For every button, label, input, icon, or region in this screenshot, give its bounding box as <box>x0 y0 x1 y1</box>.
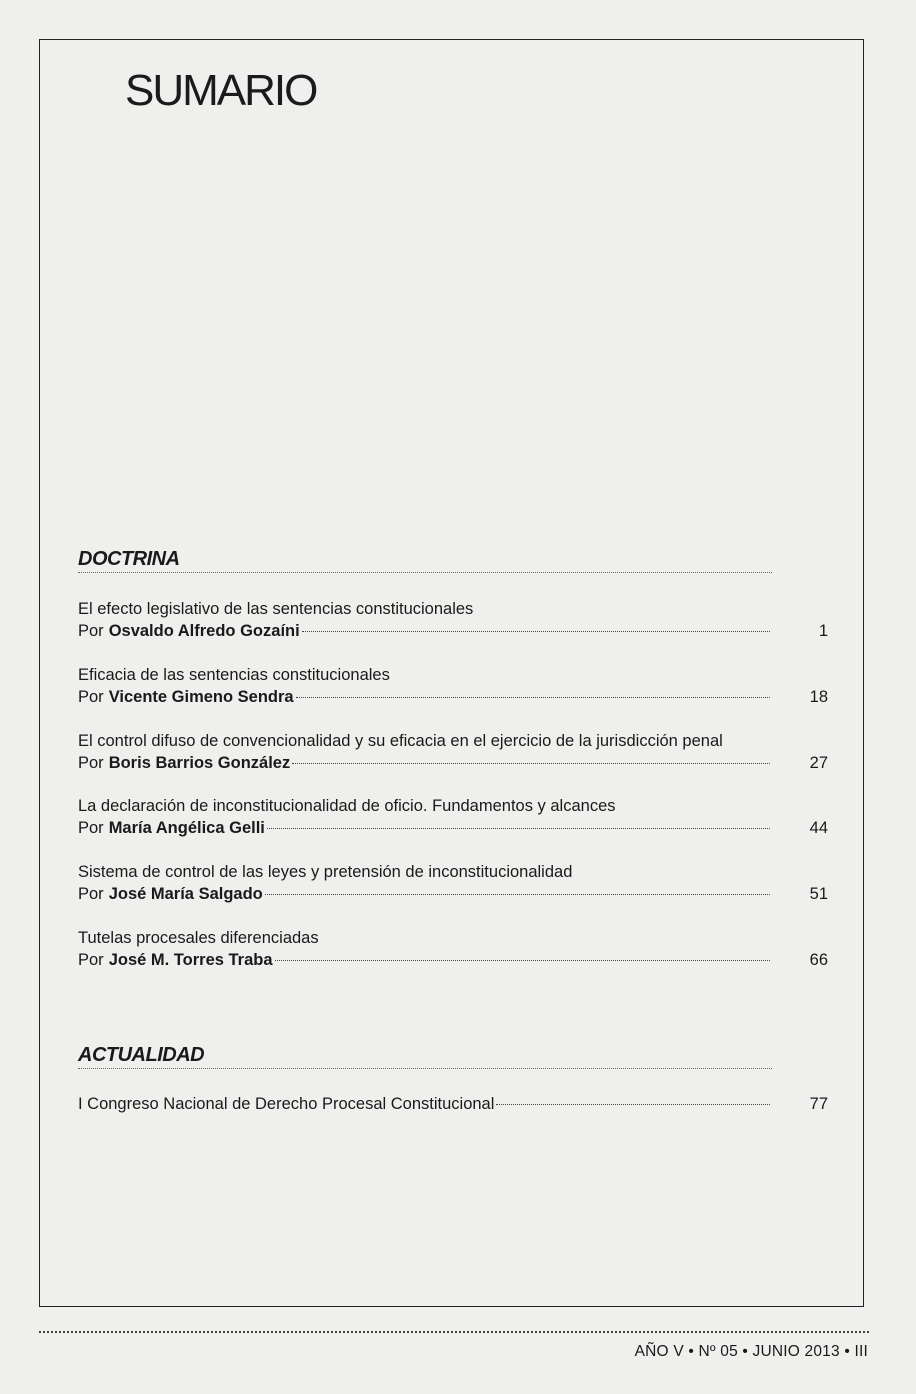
entry-title: El efecto legislativo de las sentencias constitucionales <box>78 600 474 618</box>
toc-entry[interactable] <box>78 1093 828 1115</box>
toc-entry[interactable] <box>78 927 828 971</box>
entry-title: El control difuso de convencionalidad y su eficacia en el ejercicio de la jurisdicción penal <box>78 732 723 750</box>
toc-entry[interactable] <box>78 861 828 905</box>
toc-entry[interactable] <box>78 730 828 774</box>
dot-leader <box>275 960 770 961</box>
page-title: SUMARIO <box>125 66 317 115</box>
entry-title: Sistema de control de las leyes y pretensión de inconstitucionalidad <box>78 863 573 881</box>
by-prefix: Por <box>78 819 104 837</box>
footer-dotted-rule <box>39 1331 869 1333</box>
entry-title: La declaración de inconstitucionalidad de oficio. Fundamentos y alcances <box>78 797 616 815</box>
entry-title: I Congreso Nacional de Derecho Procesal Constitucional <box>78 1095 495 1113</box>
by-prefix: Por <box>78 688 104 706</box>
entry-author: Osvaldo Alfredo Gozaíni <box>108 622 300 640</box>
entry-page-number: 77 <box>809 1095 828 1113</box>
section-heading-actualidad: ACTUALIDAD <box>78 1044 772 1069</box>
entry-page-number: 66 <box>809 951 828 969</box>
dot-leader <box>496 1104 770 1105</box>
entry-page-number: 18 <box>809 688 828 706</box>
entry-page-number: 27 <box>809 754 828 772</box>
dot-leader <box>302 631 770 632</box>
by-prefix: Por <box>78 951 104 969</box>
toc-entry[interactable] <box>78 664 828 708</box>
toc-entry[interactable] <box>78 795 828 839</box>
by-prefix: Por <box>78 885 104 903</box>
entry-author: Boris Barrios González <box>108 754 291 772</box>
entry-author: Vicente Gimeno Sendra <box>108 688 294 706</box>
by-prefix: Por <box>78 622 104 640</box>
entry-author: José M. Torres Traba <box>108 951 273 969</box>
toc-entry[interactable] <box>78 598 828 642</box>
entry-title: Tutelas procesales diferenciadas <box>78 929 319 947</box>
dot-leader <box>296 697 770 698</box>
dot-leader <box>267 828 770 829</box>
by-prefix: Por <box>78 754 104 772</box>
entry-author: María Angélica Gelli <box>108 819 265 837</box>
entry-title: Eficacia de las sentencias constitucionales <box>78 666 390 684</box>
dot-leader <box>265 894 770 895</box>
entry-page-number: 51 <box>809 885 828 903</box>
entry-page-number: 44 <box>809 819 828 837</box>
section-heading-doctrina: DOCTRINA <box>78 548 772 573</box>
footer-issue-info: AÑO V • Nº 05 • JUNIO 2013 • III <box>634 1343 868 1360</box>
entry-page-number: 1 <box>818 622 828 640</box>
entry-author: José María Salgado <box>108 885 263 903</box>
dot-leader <box>292 763 770 764</box>
